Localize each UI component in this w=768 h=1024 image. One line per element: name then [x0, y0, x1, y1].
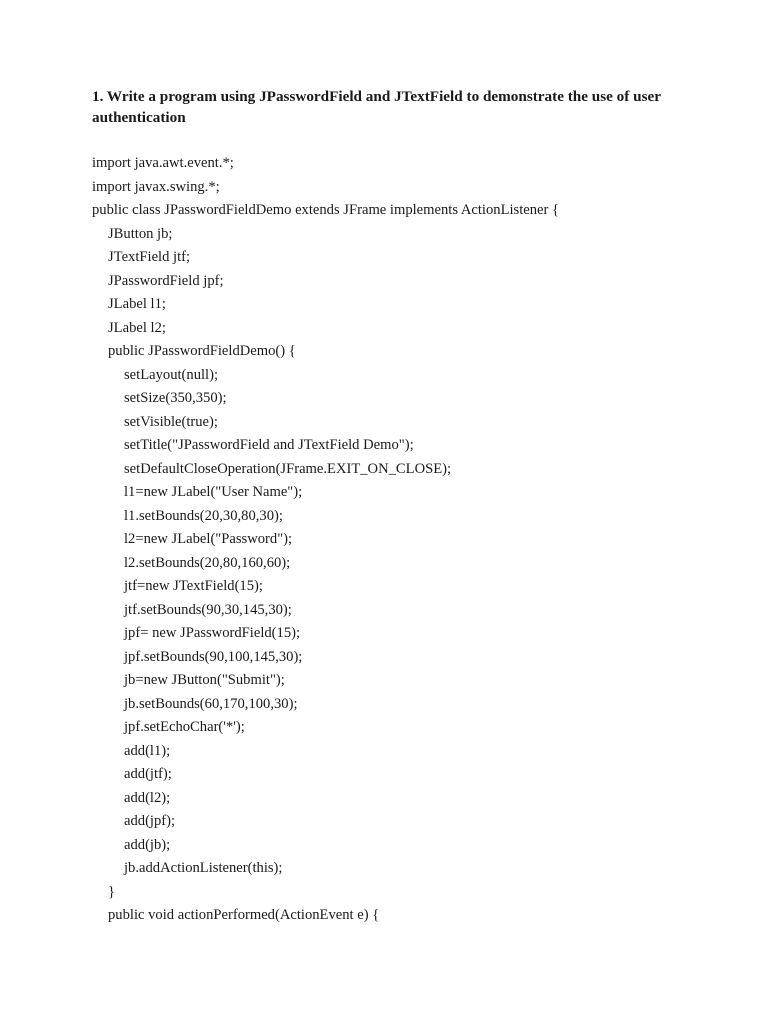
code-line: setTitle("JPasswordField and JTextField Demo"); [124, 437, 414, 453]
code-line: setVisible(true); [124, 413, 218, 430]
code-line: JPasswordField jpf; [108, 272, 224, 289]
code-line: jtf=new JTextField(15); [124, 578, 263, 594]
code-line: jpf= new JPasswordField(15); [124, 625, 301, 641]
code-line: JLabel l2; [108, 319, 166, 336]
code-line: setSize(350,350); [124, 390, 227, 406]
question-heading: 1. Write a program using JPasswordField and JTextField to demonstrate the use of user authentication [92, 88, 661, 126]
code-line: l1=new JLabel("User Name"); [124, 484, 303, 500]
code-line: add(l2); [124, 789, 171, 806]
code-line: l2=new JLabel("Password"); [124, 531, 293, 547]
code-line: setDefaultCloseOperation(JFrame.EXIT_ON_CLOSE); [124, 460, 452, 477]
code-listing [92, 152, 559, 928]
code-line: jtf.setBounds(90,30,145,30); [124, 601, 292, 618]
code-line: jb.addActionListener(this); [124, 860, 283, 876]
code-line: public void actionPerformed(ActionEvent e) { [108, 907, 380, 923]
code-line: public JPasswordFieldDemo() { [108, 343, 296, 359]
code-line: setLayout(null); [124, 366, 219, 383]
code-line: add(jb); [124, 836, 171, 853]
code-line: } [108, 883, 116, 900]
code-line: JButton jb; [108, 225, 173, 242]
code-line: l1.setBounds(20,30,80,30); [124, 507, 283, 524]
code-line: JLabel l1; [108, 296, 166, 312]
code-line: import java.awt.event.*; [92, 155, 234, 171]
code-line: jpf.setBounds(90,100,145,30); [124, 648, 303, 665]
code-line: jb.setBounds(60,170,100,30); [124, 695, 298, 712]
code-line: l2.setBounds(20,80,160,60); [124, 554, 291, 571]
code-line: jpf.setEchoChar('*'); [124, 719, 245, 735]
code-line: add(jpf); [124, 813, 176, 829]
code-line: import javax.swing.*; [92, 178, 220, 195]
code-line: add(l1); [124, 742, 171, 759]
code-line: JTextField jtf; [108, 249, 191, 265]
code-line: jb=new JButton("Submit"); [124, 672, 285, 688]
code-line: public class JPasswordFieldDemo extends JFrame implements ActionListener { [92, 202, 560, 218]
code-line: add(jtf); [124, 766, 172, 782]
